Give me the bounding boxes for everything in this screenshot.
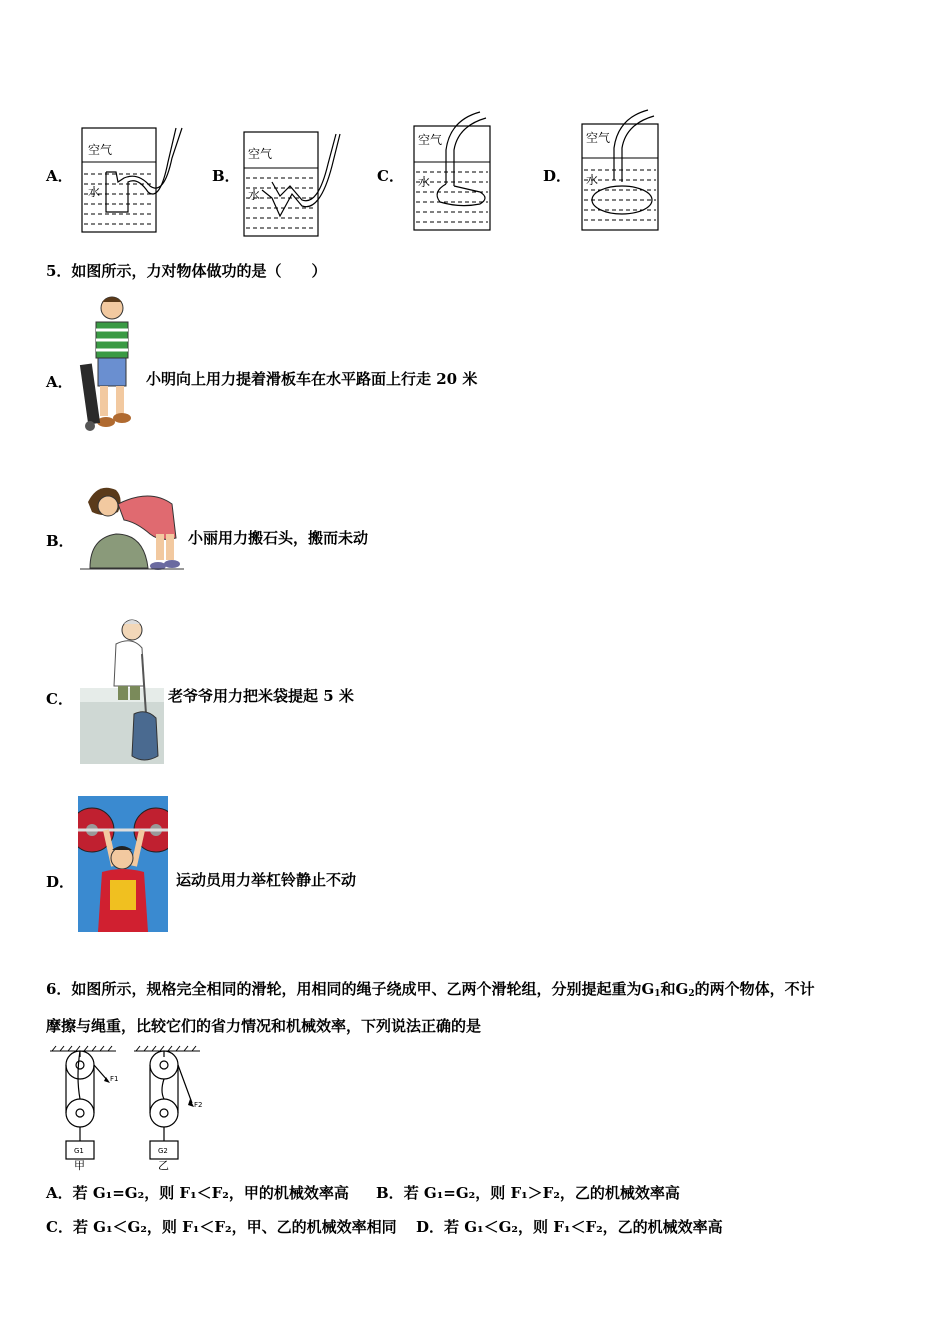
q4-option-d-letter: D． (543, 167, 572, 185)
q5-option-a-text: 小明向上用力提着滑板车在水平路面上行走 20 米 (146, 370, 478, 388)
q6-stem-g1: G (641, 980, 655, 998)
q5-option-c-letter: C． (46, 690, 73, 708)
q5-option-d-text: 运动员用力举杠铃静止不动 (176, 871, 357, 889)
q5-option-b-letter: B． (46, 532, 74, 550)
q6-option-b-text: 若 G₁=G₂，则 F₁＞F₂，乙的机械效率高 (403, 1184, 680, 1202)
q6-option-c (46, 1218, 397, 1236)
q6-option-c-text: 若 G₁＜G₂，则 F₁＜F₂，甲、乙的机械效率相同 (72, 1218, 397, 1236)
q4-option-d-air-label: 空气 (586, 131, 611, 145)
q6-option-b (376, 1184, 680, 1202)
q4-option-b-diagram (240, 126, 350, 238)
q4-option-a-water-label: 水 (88, 185, 101, 199)
q4-option-a-diagram (78, 122, 188, 236)
q5-option-b-girl-stone-image (80, 478, 184, 574)
q6-option-d (416, 1218, 723, 1236)
q5-option-a-letter: A． (46, 373, 73, 391)
q6-stem-g2: G (675, 980, 689, 998)
q4-option-b-letter: B． (212, 167, 240, 185)
q6-option-a-text: 若 G₁=G₂，则 F₁＜F₂，甲的机械效率高 (72, 1184, 349, 1202)
q5-option-a-boy-scooter-image (78, 294, 140, 434)
q6-label-jia: 甲 (74, 1159, 85, 1172)
q5-option-d-weightlifter-image (78, 796, 168, 932)
q5-option-c-text: 老爷爷用力把米袋提起 5 米 (168, 687, 354, 705)
q6-stem-line1-end: 的两个物体，不计 (694, 980, 815, 998)
q6-option-d-text: 若 G₁＜G₂，则 F₁＜F₂，乙的机械效率高 (444, 1218, 723, 1236)
q4-option-c-air-label: 空气 (418, 133, 443, 147)
q6-stem-line1 (46, 980, 815, 1000)
q4-option-a-letter: A． (46, 167, 73, 185)
q6-pulley-diagram (46, 1045, 218, 1175)
q5-option-c-grandpa-ricebag-image (80, 614, 164, 764)
q5-option-d-letter: D． (46, 873, 75, 891)
q4-option-c-water-label: 水 (418, 175, 431, 189)
q5-option-b-text: 小丽用力搬石头，搬而未动 (188, 529, 369, 547)
q6-stem-line2: 摩擦与绳重，比较它们的省力情况和机械效率，下列说法正确的是 (46, 1017, 482, 1035)
q6-option-a-letter: A． (46, 1184, 73, 1202)
q5-title: 5．如图所示，力对物体做功的是（ ） (46, 262, 327, 280)
q6-label-yi: 乙 (158, 1159, 169, 1172)
q6-stem-g2-sub: 2 (688, 989, 695, 999)
q4-option-c-letter: C． (377, 167, 404, 185)
q6-f1-label: F1 (110, 1075, 119, 1083)
q6-stem-line1-part1: 6．如图所示，规格完全相同的滑轮，用相同的绳子绕成甲、乙两个滑轮组，分别提起重为 (46, 980, 642, 998)
q4-option-b-water-label: 水 (248, 188, 261, 202)
q6-option-b-letter: B． (376, 1184, 404, 1202)
q6-stem-g1-sub: 1 (654, 989, 661, 999)
q6-f2-label: F2 (194, 1101, 203, 1109)
q6-option-a (46, 1184, 349, 1202)
q6-option-d-letter: D． (416, 1218, 445, 1236)
q4-option-d-water-label: 水 (586, 173, 599, 187)
q6-stem-and: 和 (660, 980, 676, 998)
q4-option-a-air-label: 空气 (88, 143, 113, 157)
q6-option-c-letter: C． (46, 1218, 73, 1236)
q4-option-b-air-label: 空气 (248, 147, 273, 161)
q6-g1-label: G1 (74, 1147, 84, 1155)
q6-g2-label: G2 (158, 1147, 168, 1155)
